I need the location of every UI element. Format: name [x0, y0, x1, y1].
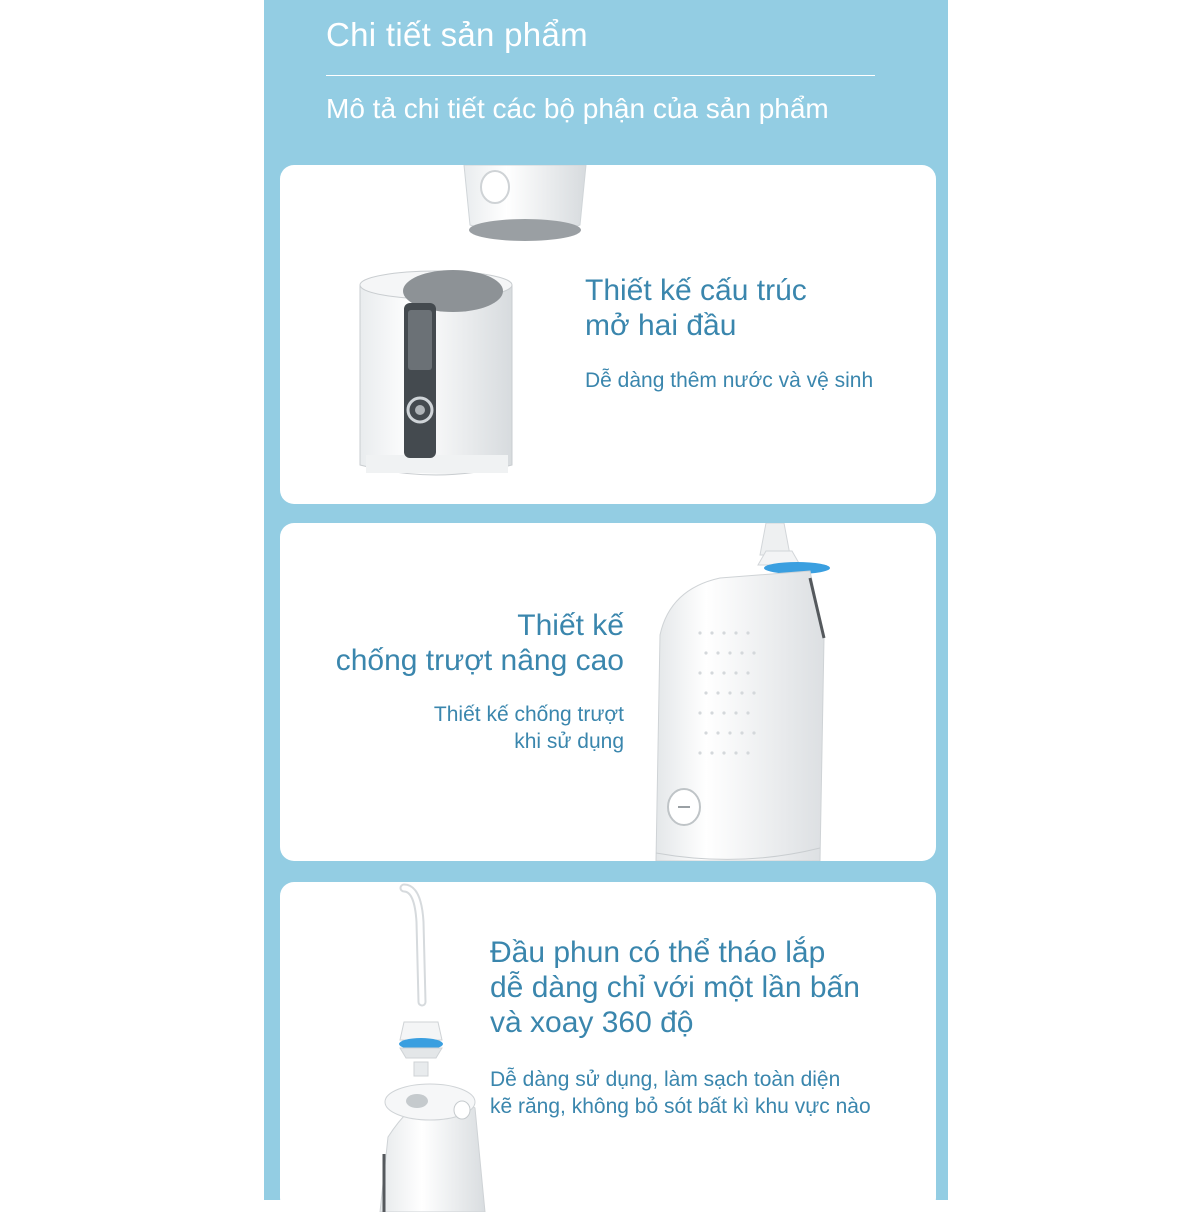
feature-card-detachable-nozzle [280, 882, 936, 1212]
title-line: và xoay 360 độ [490, 1006, 694, 1039]
desc-line: Thiết kế chống trượt [433, 703, 624, 726]
feature-card-anti-slip [280, 523, 936, 861]
feature-title-open-ends [585, 273, 807, 343]
feature-title-detachable-nozzle [490, 935, 860, 1040]
title-line: mở hai đầu [585, 309, 737, 342]
title-line: Đầu phun có thể tháo lắp [490, 936, 826, 969]
page-subtitle: Mô tả chi tiết các bộ phận của sản phẩm [326, 93, 829, 124]
water-flosser-grip-illustration [280, 523, 936, 861]
feature-desc-open-ends [585, 367, 873, 394]
header-divider [326, 75, 875, 76]
desc-line: kẽ răng, không bỏ sót bất kì khu vực nào [490, 1095, 871, 1118]
desc-line: Dễ dàng sử dụng, làm sạch toàn diện [490, 1068, 841, 1091]
title-line: Thiết kế cấu trúc [585, 274, 807, 307]
title-line: dễ dàng chỉ với một lần bấn [490, 971, 860, 1004]
detachable-nozzle-illustration [280, 882, 936, 1212]
product-details-panel [264, 0, 948, 1200]
page-title: Chi tiết sản phẩm [326, 16, 588, 53]
feature-desc-detachable-nozzle [490, 1066, 871, 1120]
title-line: Thiết kế [517, 609, 624, 642]
title-line: chống trượt nâng cao [335, 644, 624, 677]
desc-line: Dễ dàng thêm nước và vệ sinh [585, 369, 874, 392]
desc-line: khi sử dụng [514, 730, 624, 753]
feature-card-open-ends [280, 165, 936, 504]
